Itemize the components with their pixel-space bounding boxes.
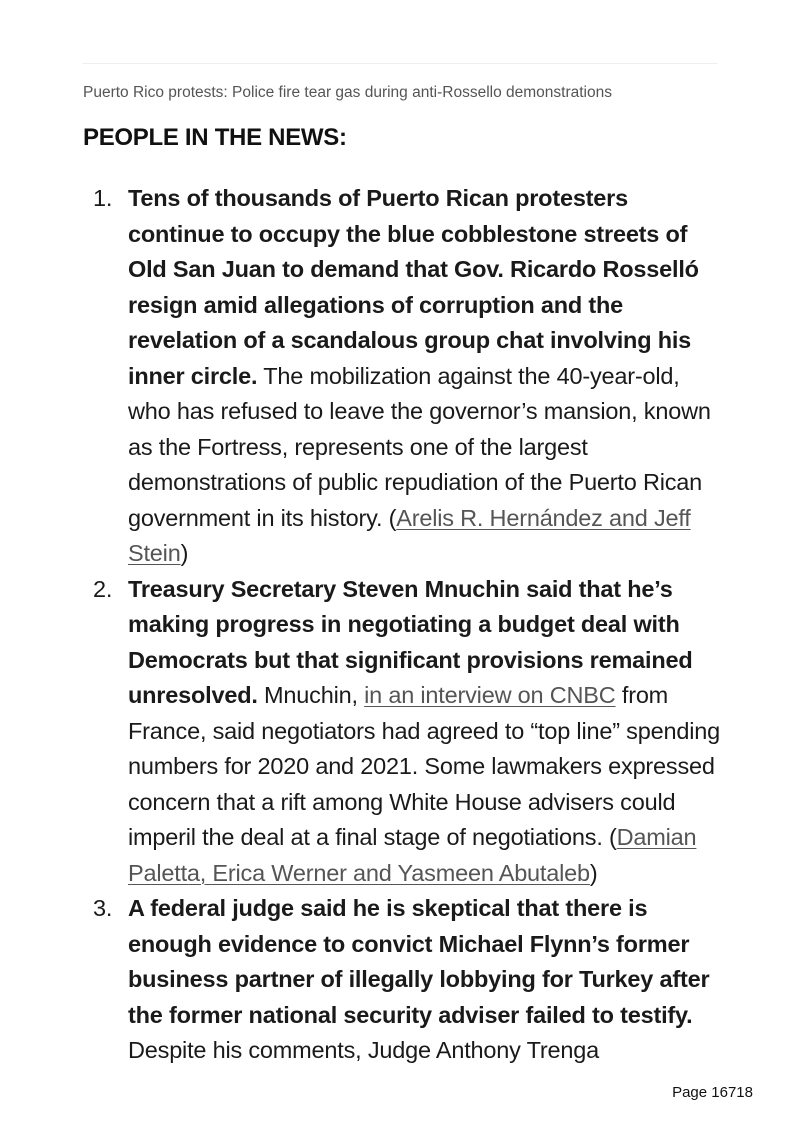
page-number: Page 16718 [672,1084,753,1101]
news-list [93,181,726,1069]
item-number: 2. [93,575,113,602]
item-body-lead: Mnuchin, [257,682,365,708]
item-number: 1. [93,185,113,211]
item-headline: A federal judge said he is skeptical that there is enough evidence to convict Michael Flynn’s former business partner of illegally lobbying for Turkey after the former national security adviser failed to testify. [128,895,710,1028]
byline-link[interactable]: Arelis R. Hernández and Jeff Stein [128,504,691,566]
item-number: 3. [93,895,113,921]
item-headline: Treasury Secretary Steven Mnuchin said that he’s making progress in negotiating a budget deal with Democrats but that significant provisions remained unresolved. [128,575,693,708]
item-body: Despite his comments, Judge Anthony Trenga [128,1037,600,1063]
item-headline: Tens of thousands of Puerto Rican protesters continue to occupy the blue cobblestone streets of Old San Juan to demand that Gov. Ricardo Rosselló resign amid allegations of corruption and the revelation of a scandalous group chat involving his inner circle. [128,185,699,389]
item-close: ) [589,859,598,886]
item-body: from France, said negotiators had agreed to “top line” spending numbers for 2020 and 2021. Some lawmakers expressed concern that a rift among White House advisers could imperil the deal at a final stage of negotiations. ( [128,682,720,850]
news-item-2 [93,572,726,892]
section-heading: PEOPLE IN THE NEWS: [83,124,347,151]
item-body: The mobilization against the 40-year-old, who has refused to leave the governor’s mansion, known as the Fortress, represents one of the largest demonstrations of public repudiation of the Puerto Rican government in its history. ( [128,362,711,531]
news-item-1 [93,181,726,572]
cnbc-interview-link[interactable]: in an interview on CNBC [364,682,616,708]
photo-caption: Puerto Rico protests: Police fire tear gas during anti-Rossello demonstrations [83,84,612,101]
byline-link[interactable]: Damian Paletta, Erica Werner and Yasmeen Abutaleb [128,824,697,886]
news-item-3 [93,891,726,1069]
item-close: ) [180,540,189,566]
